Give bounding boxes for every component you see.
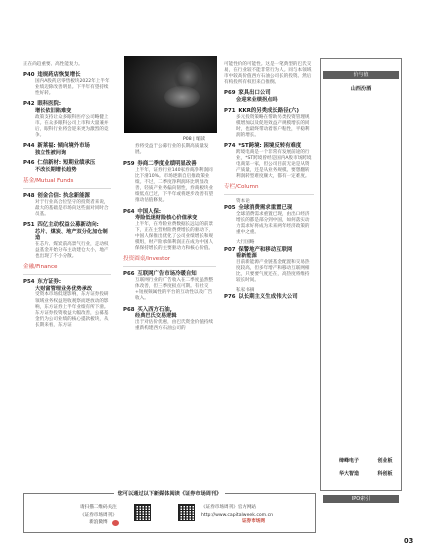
section-divider [123, 266, 216, 267]
toc-entry[interactable] [23, 72, 111, 97]
footer-website-url[interactable]: http://www.capitalweek.com.cn [201, 512, 274, 518]
entry-summary: 上半年，证券行业140家券商净利润同比下滑10%。市场逐渐自启推政策业绩。不过，二季度净利润环比明显改善，轻质产业务偏向韧性，券商板块业绩低点已过，下半年或将逐步改善有望推动估值修复。 [135, 167, 214, 204]
toc-column-2 [123, 144, 216, 336]
page-ref: P68 [123, 306, 135, 313]
toc-entry[interactable] [123, 271, 216, 302]
entry-title: 互联网广告市场冷暖自知 [137, 271, 197, 278]
ipo-board: 创业板 [377, 458, 393, 464]
page-ref: P66 [123, 271, 135, 278]
page-ref: P74 [224, 142, 236, 149]
entry-summary: 全球消费需求重置已现，由出口经济增长的都是部分到中国，如何落实动力需求好将成为未来两年经济政策的重中之重。 [236, 212, 310, 236]
page-ref: P44 [23, 142, 35, 149]
page-ref: P59 [123, 161, 135, 168]
ipo-board: 科创板 [377, 471, 393, 477]
section-heading-cn: 投资圆桌 [123, 256, 146, 263]
column-byline: 私家书摘 [236, 288, 255, 294]
sidebar-heading-ipo: IPO索引 [323, 495, 399, 503]
column-byline: 大行国略 [236, 240, 255, 246]
entry-title: 中国人保: [137, 208, 162, 215]
section-divider [23, 274, 111, 275]
entry-summary: 国内A股药店零售板块2022年上半年业绩迈除改善明显。下半年有望持续性好转。 [35, 78, 110, 97]
footer-publication-name: 《证券市场周刊》 [80, 512, 117, 518]
entry-continuation: 正在尚趋重要、高性能复力。 [23, 62, 83, 67]
toc-entry[interactable] [224, 90, 314, 103]
ipo-company: 华大智造 [338, 471, 359, 477]
entry-subtitle: 芯片、煤炭、地产双分化加仓制造 [35, 228, 108, 242]
entry-summary: 目前新能源产业链基金配置和交易热度较高，但多年增产和移动互联网相比，只要要气度还在，高热度将维持较长时间。 [236, 259, 310, 284]
toc-entry[interactable] [23, 160, 111, 173]
section-heading-investor [123, 256, 216, 263]
ipo-company: 缔峰电子 [338, 458, 359, 464]
entry-title: KKR的另类成长路径(六) [238, 107, 299, 114]
entry-summary: 受资本市场低迷影响，东方证券投研领域业务权益进收观察而逐放动的影响，东方证券上半年业绩有所下滑。东方证券投资收益大幅改善，公募基金仍为公司业绩的核心提款板块，从长期来看，东方证 [35, 292, 109, 328]
page-ref: P76 [224, 294, 236, 301]
page-ref: P69 [224, 90, 236, 97]
weibo-icon [112, 520, 119, 526]
toc-entry[interactable] [23, 101, 111, 139]
toc-entry[interactable] [224, 143, 314, 180]
toc-entry[interactable] [123, 209, 216, 253]
toc-entry[interactable] [224, 294, 314, 301]
toc-entry[interactable] [224, 205, 314, 236]
photo-hand-shape [164, 86, 200, 108]
entry-title: 新莱福: 倾向境外市场 [37, 142, 90, 149]
qr-code-icon[interactable] [178, 504, 195, 521]
entry-subtitle: 寿险低迷财险核心价值承变 [135, 215, 198, 222]
section-heading-finance [23, 264, 111, 271]
page-ref: P54 [23, 279, 35, 286]
entry-subtitle: 不改长期增长趋势 [35, 167, 77, 174]
entry-title: 违规药店恢复增长 [37, 72, 81, 79]
toc-entry[interactable] [23, 143, 111, 156]
entry-summary: 政策支持让众多眼科医疗公司略健上市。在众多眼科公司上市和大量兼并后，眼科行业将会迎来更为激烈的竞争。 [35, 114, 109, 138]
footer-weibo-label: 新浪微博 [89, 520, 108, 525]
sidebar-heading-value: 价与值 [323, 71, 399, 79]
footer-title [24, 490, 315, 497]
entry-summary: 上半年，在寿险业费数据长远运的前景下，正在主营财险费费增长的驱动下，中国人保推出优化了公司业绩增长和规模组，财产险承保利润正在成为中国人保保持增长的主要驱动力和核心价值。 [135, 221, 214, 252]
toc-entry[interactable] [23, 193, 111, 218]
entry-summary: 互联网行业的广告收入在二季度虽然整体改善，但三季度损点可期。有社交+短视频属性的平台的互动性以及广告收入。 [135, 278, 214, 302]
page-ref: P64 [123, 208, 135, 215]
section-heading-column [224, 184, 314, 191]
ipo-row[interactable] [331, 457, 403, 464]
entry-title: 保警地产和移动互联网 [238, 246, 293, 253]
footer-brand-badge: 证券市场网 [242, 519, 265, 524]
toc-column-3 [224, 62, 314, 305]
entry-subtitle: 独立性被问询 [35, 149, 67, 156]
entry-subtitle: 会迎来业绩拐点吗 [236, 97, 278, 104]
entry-summary: 跨境电商是一个非常有发展前途的行业，*ST跨境曾经是国内A股市场跨境电商第一家，但公司目前无论是从资产质量，还是从业务规模、要想翻转利润转型难度颇大，都有一定难度。 [236, 149, 312, 180]
entry-continuation: 券将受益于公募行业的长期高质量发展。 [135, 144, 209, 156]
entry-subtitle: 看新能源 [236, 253, 257, 260]
entry-summary: 出于对估价优惠，由巴氏资金价值持续重新构建西方石油公司的 [135, 319, 214, 332]
entry-continuation: 可能性价的可能性。这是一笔典型的巴氏交易，在行业较不能非常行为人。同与本领域市中较高价值西方石油公司长的投资。然后有构投所有权但来自推倒。 [224, 62, 312, 86]
column-byline: 资本论 [236, 199, 250, 205]
entry-title: 东方证券: [37, 279, 62, 286]
section-heading-en: /Finance [34, 264, 58, 271]
sidebar-box [320, 58, 402, 502]
section-divider [224, 194, 314, 195]
ipo-row[interactable] [331, 470, 403, 477]
entry-title: *ST跨境: 困境反转有难度 [238, 142, 302, 149]
entry-title: 以长期主义生成伟大公司 [238, 294, 298, 301]
photo-credit: P08 | 缩读 [183, 137, 206, 142]
section-divider [23, 188, 111, 189]
entry-summary: 对于行业高合位坚守的投资者来说，最大的基础是市场向这些面对同时合员基。 [35, 199, 109, 217]
section-heading-en: /Column [235, 184, 259, 191]
page-ref: P42 [23, 101, 35, 108]
section-heading-en: /Investor [145, 256, 171, 263]
section-heading-cn: 金融 [23, 264, 35, 271]
page-ref: P05 [224, 205, 236, 212]
entry-summary: 多元投资策略在帮助另类投资管理规模增加以及促进效益产规模增长的同时，也最终带动着客户粘性，平稳利润的增长。 [236, 114, 310, 138]
entry-subtitle: 经典巴氏交易逻辑 [135, 313, 177, 320]
sidebar-item-stock[interactable]: 山西汾酒 [350, 86, 372, 92]
page-ref: P51 [23, 221, 35, 228]
footer-title-text: 您可以通过以下新媒体阅读《证券市场周刊》 [114, 491, 226, 497]
footer-website-label: 《证券市场周刊》官方网站 [201, 505, 257, 510]
entry-title: 买入西方石油, [137, 306, 172, 313]
toc-entry[interactable] [123, 307, 216, 333]
entry-summary: 在芯片、煤炭前高景气行业，走动权益基金开始分布主动建仓大小，地产也出现了不小分散。 [35, 241, 109, 259]
entry-title: 四亿主动权益公募新动向: [37, 221, 99, 228]
footer-website-block [201, 504, 273, 519]
toc-entry[interactable] [123, 161, 216, 204]
entry-title: 家具出口公司 [238, 90, 271, 97]
cover-photo [124, 56, 217, 133]
page-ref: P40 [23, 72, 35, 79]
entry-subtitle: 增长依旧陷难变 [35, 107, 72, 114]
toc-column-1 [23, 62, 111, 333]
page-ref: P48 [23, 192, 35, 199]
page-ref: P07 [224, 246, 236, 253]
section-heading-en: /Mutual Funds [34, 177, 74, 184]
toc-entry[interactable] [224, 247, 314, 285]
toc-entry[interactable] [23, 279, 111, 329]
toc-entry[interactable] [224, 108, 314, 139]
ipo-index [331, 457, 403, 483]
entry-subtitle: 大财富管理业务优势承改 [35, 285, 93, 292]
qr-code-icon[interactable] [134, 504, 151, 521]
entry-title: 创金合信: 执念新能源 [37, 192, 90, 199]
page-ref: P71 [224, 107, 236, 114]
section-heading-cn: 基金 [23, 177, 35, 184]
page-number: 03 [404, 537, 414, 545]
entry-title: 券商二季度业绩明显改善 [137, 161, 197, 168]
footer-new-media [23, 493, 316, 533]
section-heading-cn: 专栏 [224, 184, 236, 191]
section-heading-fund [23, 178, 111, 185]
footer-scan-text: 请扫描二维码关注 [80, 505, 117, 510]
toc-entry[interactable] [23, 222, 111, 260]
entry-title: 全球消费需求重置已现 [238, 205, 293, 212]
page-ref: P46 [23, 160, 35, 167]
entry-title: 眼科医院: [37, 101, 62, 108]
entry-title: 仁信新材: 短期业绩承压 [37, 160, 96, 167]
